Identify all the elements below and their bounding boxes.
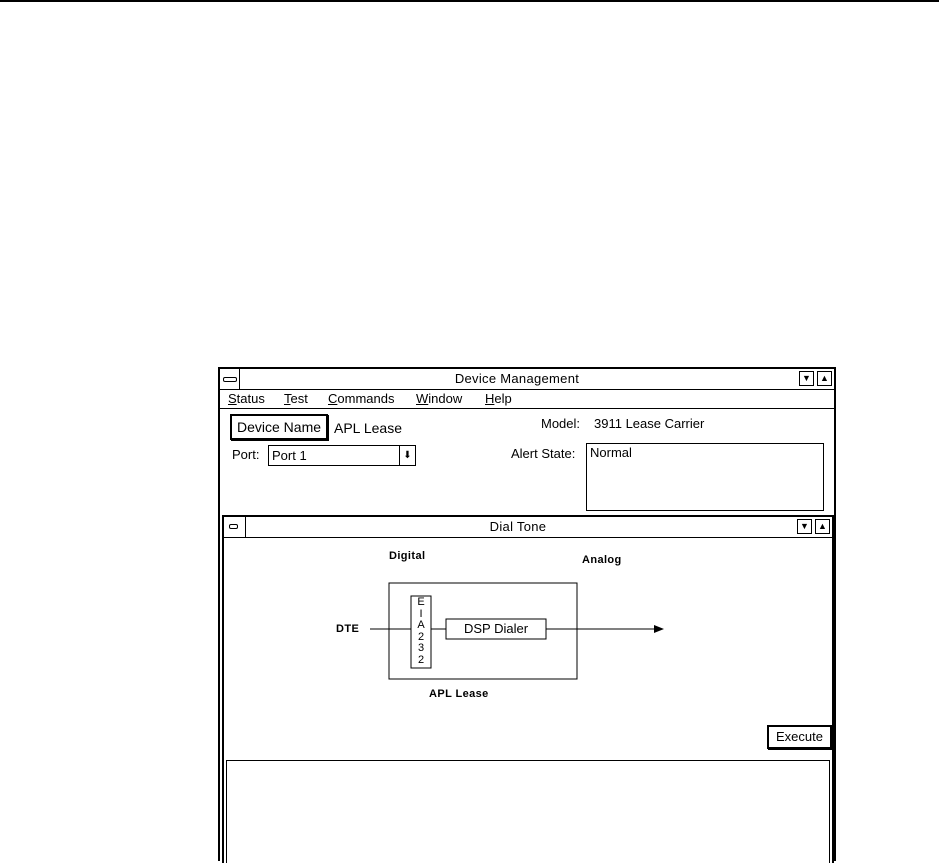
child-window-title: Dial Tone — [489, 519, 547, 534]
digital-label: Digital — [389, 550, 426, 562]
device-caption: APL Lease — [429, 688, 489, 700]
port-value: Port 1 — [272, 448, 307, 463]
child-minimize-arrow-icon[interactable]: ▼ — [797, 519, 812, 534]
port-label: Port: — [232, 447, 260, 462]
child-maximize-arrow-icon[interactable]: ▲ — [815, 519, 830, 534]
dial-tone-diagram — [224, 537, 832, 759]
alert-state-value: Normal — [590, 445, 632, 460]
page-top-rule — [0, 0, 939, 2]
device-name-button[interactable]: Device Name — [230, 414, 328, 440]
dial-tone-window — [222, 515, 834, 863]
dsp-dialer-label: DSP Dialer — [463, 621, 529, 636]
menu-status[interactable]: Status — [228, 391, 265, 406]
menu-bar — [220, 389, 834, 409]
child-system-menu-icon[interactable] — [224, 517, 246, 537]
interface-char: A — [417, 619, 425, 631]
device-name-value: APL Lease — [334, 420, 402, 436]
alert-state-label: Alert State: — [511, 446, 576, 461]
interface-char: 2 — [417, 630, 425, 643]
minimize-arrow-icon[interactable]: ▼ — [799, 371, 814, 386]
dte-label: DTE — [336, 623, 360, 635]
maximize-arrow-icon[interactable]: ▲ — [817, 371, 832, 386]
analog-label: Analog — [582, 554, 622, 566]
arrowhead-icon — [654, 625, 664, 633]
child-title-bar — [224, 517, 832, 538]
window-title: Device Management — [454, 371, 580, 386]
output-pane — [226, 760, 830, 863]
execute-button[interactable]: Execute — [767, 725, 832, 749]
interface-char: I — [419, 607, 423, 620]
interface-char: 3 — [417, 642, 425, 654]
dropdown-arrow-icon[interactable]: ⬇ — [399, 446, 415, 465]
diagram-graphic — [224, 537, 832, 759]
interface-char: E — [417, 596, 425, 608]
interface-char: 2 — [417, 653, 425, 666]
menu-test[interactable]: Test — [284, 391, 308, 406]
menu-help[interactable]: Help — [485, 391, 512, 406]
port-select[interactable] — [268, 445, 416, 466]
menu-window[interactable]: Window — [416, 391, 463, 406]
model-value: 3911 Lease Carrier — [594, 416, 705, 431]
alert-state-field — [586, 443, 824, 511]
device-management-window — [218, 367, 836, 861]
interface-label — [411, 597, 431, 666]
model-label: Model: — [541, 416, 581, 431]
system-menu-icon[interactable] — [220, 369, 240, 389]
title-bar — [220, 369, 834, 390]
menu-commands[interactable]: Commands — [328, 391, 395, 406]
